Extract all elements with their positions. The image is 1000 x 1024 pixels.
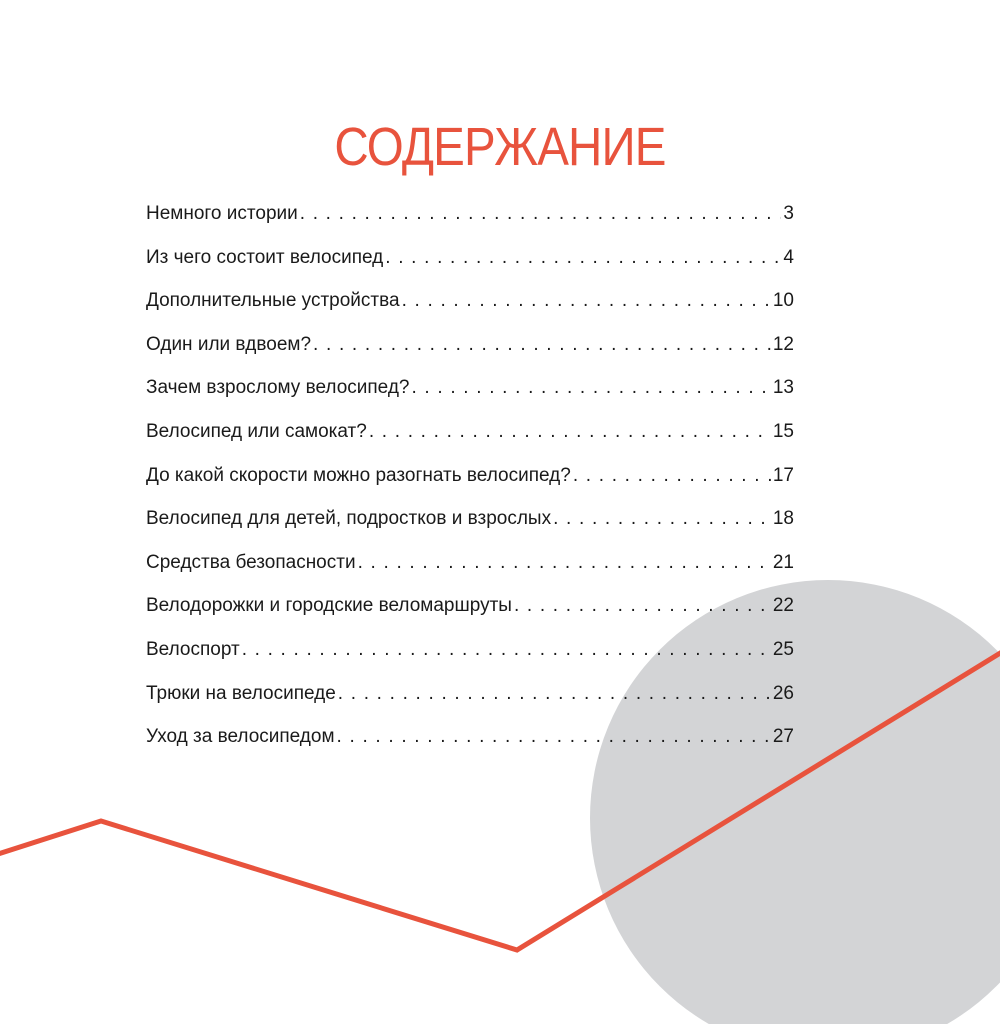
toc-dot-leader (337, 719, 771, 755)
toc-page-number: 3 (783, 203, 794, 224)
toc-page-number: 27 (772, 726, 794, 748)
toc-entry-title: Зачем взрослому велосипед? (146, 377, 410, 399)
toc-page-number: 12 (772, 333, 794, 355)
page-title: СОДЕРЖАНИЕ (334, 117, 666, 177)
toc-dot-leader (358, 545, 771, 581)
toc-entry (146, 327, 794, 371)
toc-entry-title: Велоспорт (146, 638, 240, 660)
toc-entry-title: Один или вдвоем? (146, 333, 312, 355)
toc-entry (146, 545, 794, 589)
toc-entry (146, 632, 794, 676)
toc-entry (146, 719, 794, 763)
toc-page-number: 10 (772, 290, 794, 312)
toc-dot-leader (514, 588, 771, 624)
toc-entry (146, 370, 794, 414)
toc-entry-title: Немного истории (146, 203, 298, 224)
toc-entry (146, 501, 794, 545)
toc-page-number: 21 (772, 551, 794, 573)
toc-dot-leader (573, 458, 771, 494)
toc-page-number: 17 (772, 464, 794, 486)
toc-entry-title: Уход за велосипедом (146, 726, 335, 748)
toc-entry-title: Из чего состоит велосипед (146, 246, 384, 268)
toc-dot-leader (411, 370, 770, 406)
toc-entry-title: Велодорожки и городские веломаршруты (146, 595, 512, 617)
toc-dot-leader (313, 327, 771, 363)
toc-entry-title: Средства безопасности (146, 551, 356, 573)
toc-dot-leader (553, 501, 771, 537)
toc-dot-leader (369, 414, 771, 450)
toc-dot-leader (385, 240, 781, 276)
toc-entry-title: Дополнительные устройства (146, 290, 400, 312)
toc-page-number: 25 (772, 638, 794, 660)
toc-page-number: 13 (772, 377, 794, 399)
toc-page-number: 22 (772, 595, 794, 617)
toc-page-number: 4 (783, 246, 794, 268)
toc-entry (146, 283, 794, 327)
toc-dot-leader (300, 196, 782, 232)
toc-entry (146, 676, 794, 720)
toc-entry (146, 588, 794, 632)
toc-dot-leader (242, 632, 771, 668)
toc-page-number: 18 (772, 508, 794, 530)
toc-dot-leader (338, 676, 771, 712)
toc-page-number: 26 (772, 682, 794, 704)
toc-entry-title: Трюки на велосипеде (146, 682, 336, 704)
table-of-contents (146, 196, 794, 763)
toc-entry-title: Велосипед или самокат? (146, 420, 367, 442)
toc-entry-title: До какой скорости можно разогнать велосипед? (146, 464, 571, 486)
toc-entry (146, 458, 794, 502)
toc-dot-leader (402, 283, 771, 319)
toc-entry (146, 240, 794, 284)
toc-entry (146, 196, 794, 240)
toc-entry-title: Велосипед для детей, подростков и взрослых (146, 508, 552, 530)
toc-entry (146, 414, 794, 458)
toc-page-number: 15 (772, 420, 794, 442)
